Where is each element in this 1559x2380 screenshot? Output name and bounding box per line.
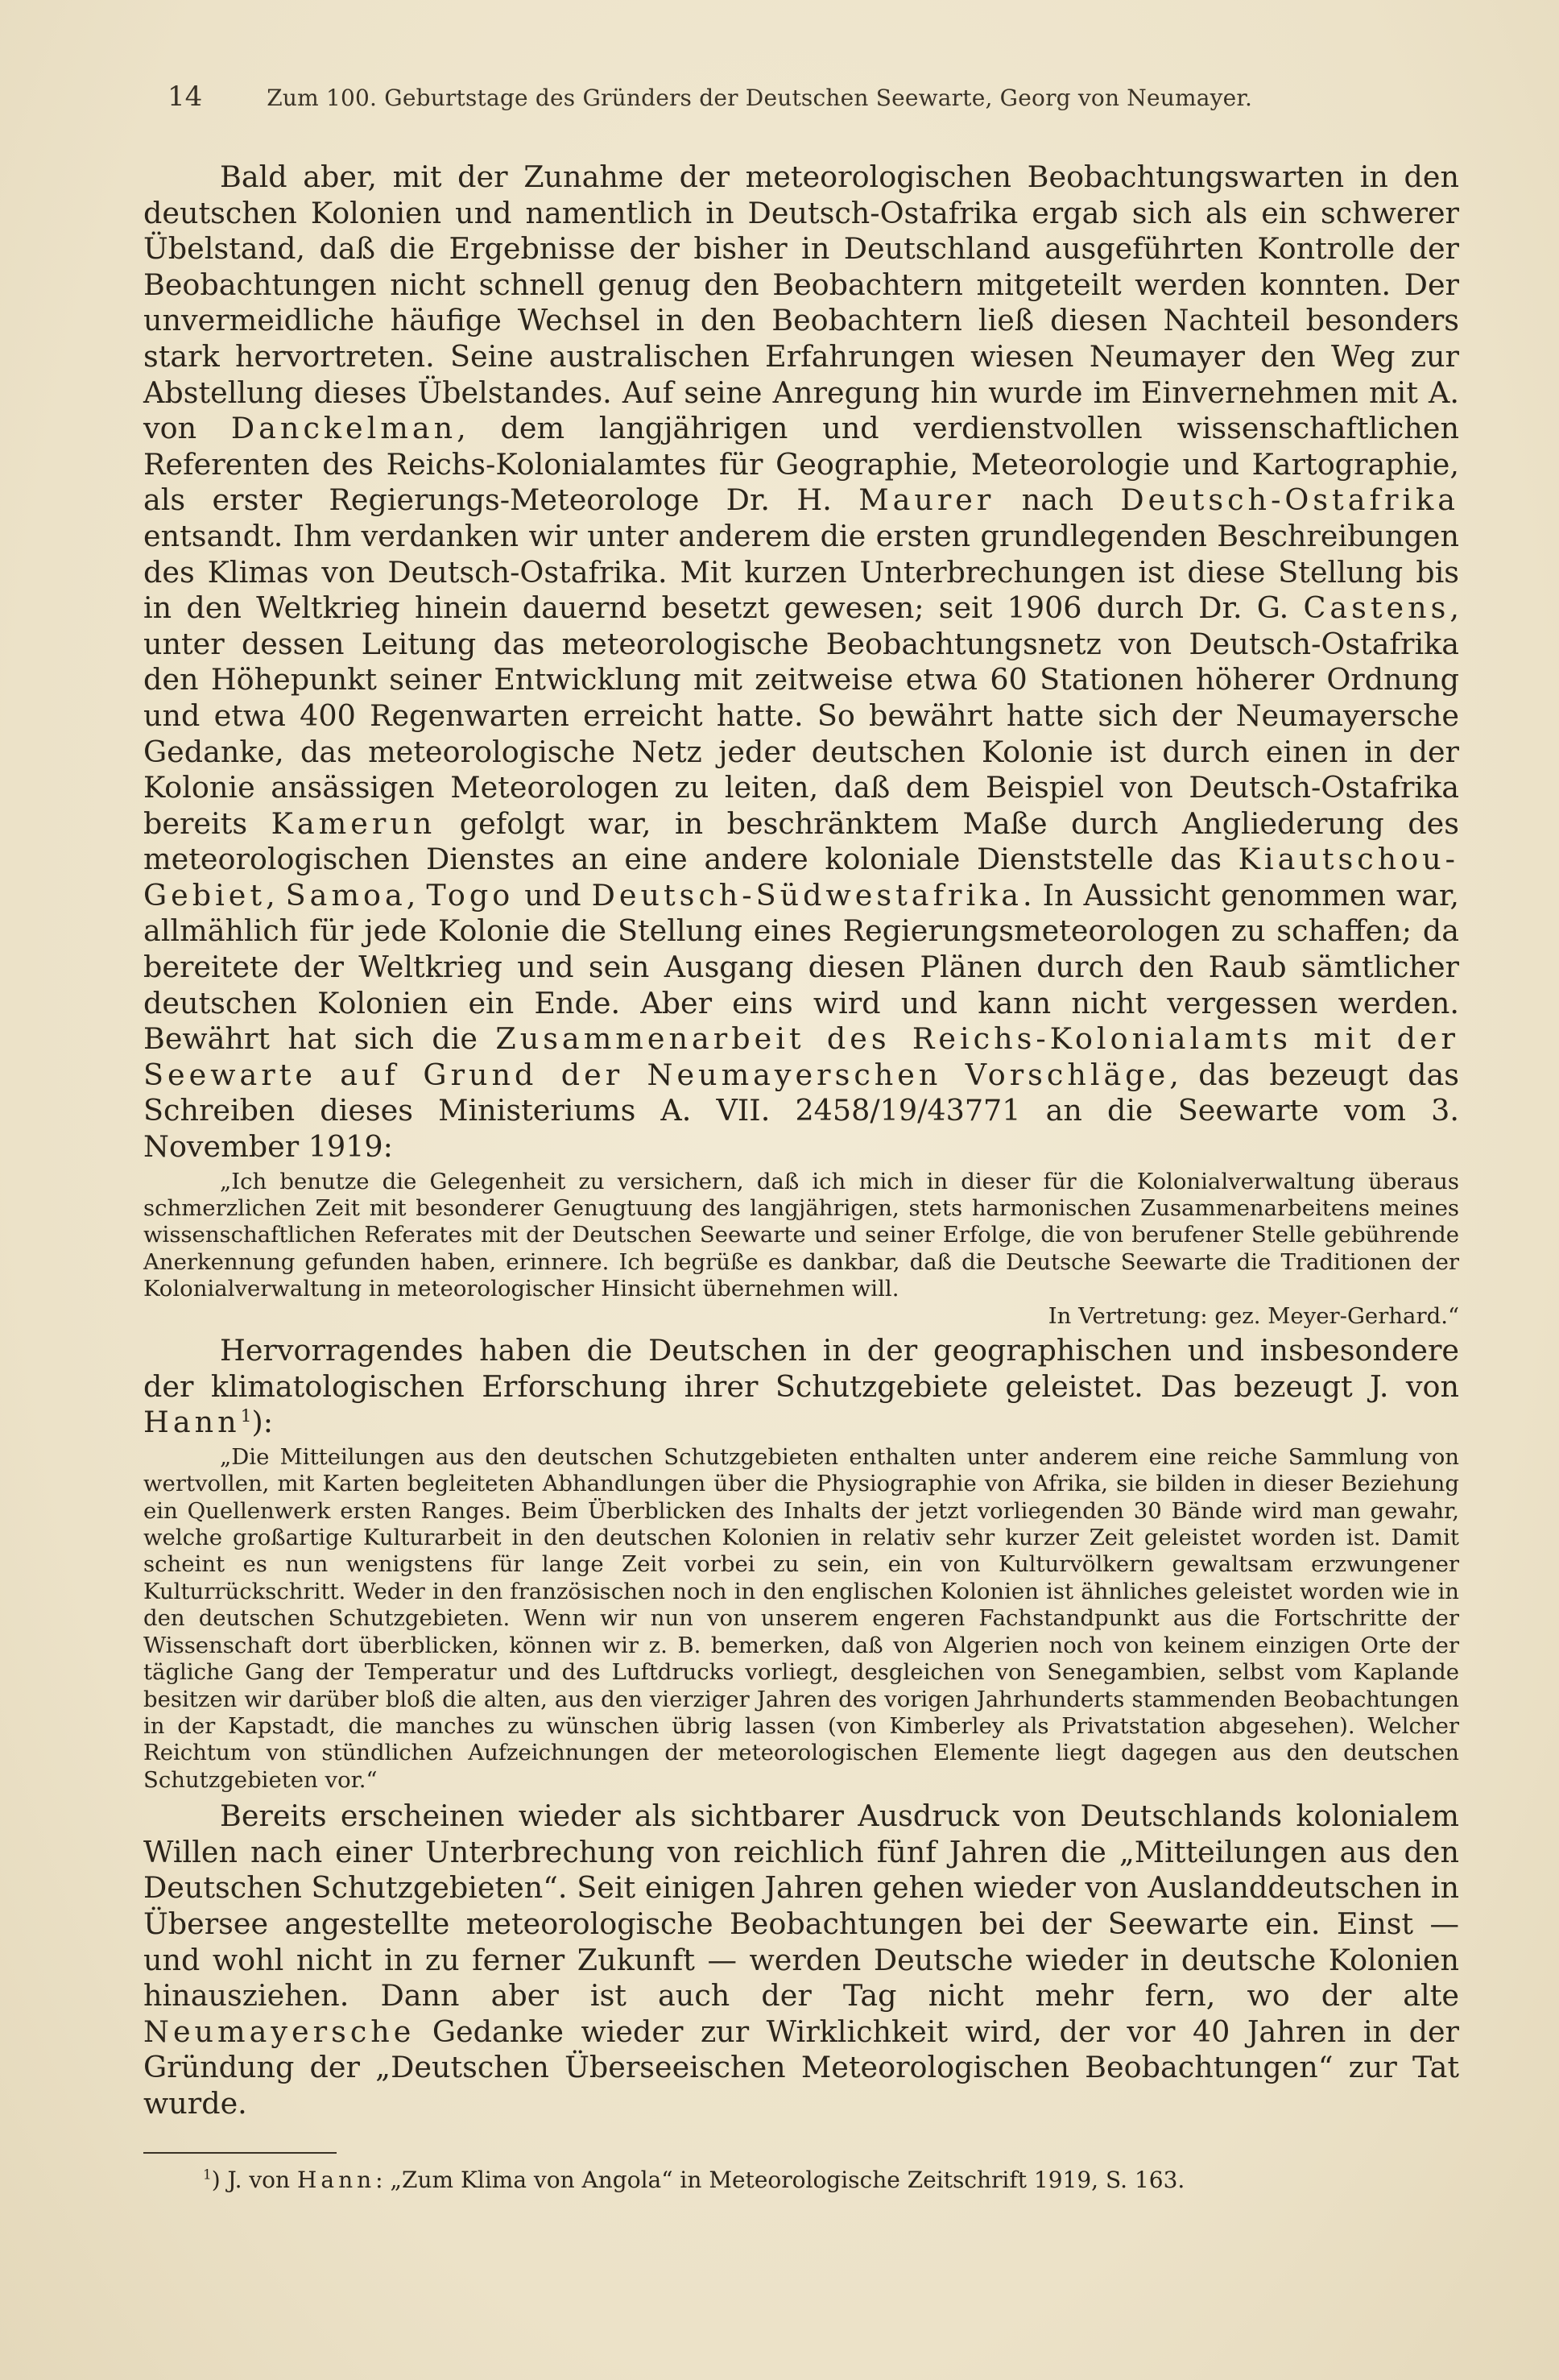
name-castens: Castens (1303, 590, 1450, 626)
page-number: 14 (167, 81, 203, 113)
place-togo: Togo (426, 877, 515, 913)
place-samoa: Samoa (285, 877, 407, 913)
footnote-marker: 1 (203, 2167, 212, 2183)
paragraph-1-text: und (514, 877, 592, 913)
paragraph-1 (143, 159, 1459, 1165)
paragraph-1-text: Bald aber, mit der Zunahme der meteorologischen Beobachtungswarten in den deutschen Kolonien und namentlich in Deutsch-Ostafrika ergab sich als ein schwerer Übelstand, daß die Ergebnisse der bisher in Deutschland ausgeführten Kontrolle der Beobachtungen nicht schnell genug den Beobachtern mitgeteilt werden konnten. Der unvermeidliche häufige Wechsel in den Beobachtern ließ diesen Nachteil besonders stark hervortreten. Seine australischen Erfahrungen wiesen Neumayer den Weg zur Abstellung dieses Übelstandes. Auf seine Anregung hin wurde im Einvernehmen mit A. von (143, 159, 1459, 446)
paragraph-1-text: , unter dessen Leitung das meteorologische Beobachtungsnetz von Deutsch-Ostafrika den Höhepunkt seiner Entwicklung mit zeitweise etwa 60 Stationen höherer Ordnung und etwa 400 Regenwarten erreicht hatte. So bewährt hatte sich der Neumayersche Gedanke, das meteorologische Netz jeder deutschen Kolonie ist durch einen in der Kolonie ansässigen Meteorologen zu leiten, daß dem Beispiel von Deutsch-Ostafrika bereits (143, 590, 1459, 841)
paragraph-3-text: Bereits erscheinen wieder als sichtbarer Ausdruck von Deutschlands kolonialem Willen nach einer Unterbrechung von reichlich fünf Jahren die „Mitteilungen aus den Deutschen Schutzgebieten“. Seit einigen Jahren gehen wieder von Auslanddeutschen in Übersee angestellte meteorologische Beobachtungen bei der Seewarte ein. Einst — und wohl nicht in zu ferner Zukunft — werden Deutsche wieder in deutsche Kolonien hinausziehen. Dann aber ist auch der Tag nicht mehr fern, wo der alte (143, 1798, 1459, 2014)
footnote-reference: 1 (240, 1406, 252, 1427)
paragraph-3-text: Gedanke wieder zur Wirklichkeit wird, der vor 40 Jahren in der Gründung der „Deutschen Überseeischen Meteorologischen Beobachtungen“ zur Tat wurde. (143, 2014, 1459, 2121)
paragraph-1-text: entsandt. Ihm verdanken wir unter anderem die ersten grundlegenden Beschreibungen des Klimas von Deutsch-Ostafrika. Mit kurzen Unterbrechungen ist diese Stellung bis in den Weltkrieg hinein dauernd besetzt gewesen; seit 1906 durch Dr. G. (143, 518, 1459, 626)
place-deutsch-suedwestafrika: Deutsch-Südwestafrika (591, 877, 1023, 913)
paragraph-3 (143, 1798, 1459, 2121)
paragraph-1-text: gefolgt war, in beschränktem Maße durch Angliederung des meteorologischen Dienstes an eine andere koloniale Dienststelle das (143, 805, 1459, 877)
footnote-text: ) J. von (211, 2167, 297, 2194)
paragraph-1-text: , das bezeugt das Schreiben dieses Ministeriums A. VII. 2458/19/43771 an die Seewarte vom 3. November 1919: (143, 1057, 1459, 1165)
body-text (143, 159, 1459, 2121)
place-kamerun: Kamerun (271, 805, 436, 841)
quote-1-text: „Ich benutze die Gelegenheit zu versichern, daß ich mich in dieser für die Kolonialverwaltung überaus schmerzlichen Zeit mit besonderer Genugtuung des langjährigen, stets harmonischen Zusammenarbeitens meines wissenschaftlichen Referates mit der Deutschen Seewarte und seiner Erfolge, die von berufener Stelle gebührende Anerkennung gefunden haben, erinnere. Ich begrüße es dankbar, daß die Deutsche Seewarte die Traditionen der Kolonialverwaltung in meteorologischer Hinsicht übernehmen will. (143, 1168, 1459, 1302)
footnote (143, 2167, 1459, 2194)
quote-1-signature: In Vertretung: gez. Meyer-Gerhard.“ (1048, 1302, 1459, 1329)
emphasis-zusammenarbeit: Zusammenarbeit des Reichs-Kolonialamts mit der Seewarte auf Grund der Neumayerschen Vorschläge (143, 1021, 1460, 1092)
name-hann: Hann (143, 1405, 241, 1440)
paragraph-1-text: , (406, 877, 427, 913)
footnote-name-hann: Hann (296, 2167, 376, 2194)
paragraph-1-text: , dem langjährigen und verdienstvollen wissenschaftlichen Referenten des Reichs-Kolonialamtes für Geographie, Meteorologie und Kartographie, als erster Regierungs-Meteorologe Dr. H. (143, 411, 1459, 518)
running-title: Zum 100. Geburtstage des Gründers der Deutschen Seewarte, Georg von Neumayer. (267, 85, 1253, 111)
name-maurer: Maurer (858, 482, 995, 518)
place-kiautschou: Kiautschou-Gebiet (143, 842, 1459, 913)
quote-2-text: „Die Mitteilungen aus den deutschen Schutzgebieten enthalten unter anderem eine reiche Sammlung von wertvollen, mit Karten begleiteten Abhandlungen über die Physiographie von Afrika, sie bilden in dieser Beziehung ein Quellenwerk ersten Ranges. Beim Überblicken des Inhalts der jetzt vorliegenden 30 Bände wird man gewahr, welche großartige Kulturarbeit in den deutschen Kolonien in relativ sehr kurzer Zeit geleistet worden ist. Damit scheint es nun wenigstens für lange Zeit vorbei zu sein, ein von Kulturvölkern gewaltsam erzwungener Kulturrückschritt. Weder in den französischen noch in den englischen Kolonien ist ähnliches geleistet worden wie in den deutschen Schutzgebieten. Wenn wir nun von unserem engeren Fachstandpunkt aus die Fortschritte der Wissenschaft dort überblicken, können wir z. B. bemerken, daß von Algerien noch von keinem einzigen Orte der tägliche Gang der Temperatur und des Luftdrucks vorliegt, desgleichen von Senegambien, selbst vom Kaplande besitzen wir darüber bloß die alten, aus den vierziger Jahren des vorigen Jahrhunderts stammenden Beobachtungen in der Kapstadt, die manches zu wünschen übrig lassen (von Kimberley als Privatstation abgesehen). Welcher Reichtum von stündlichen Aufzeichnungen der meteorologischen Elemente liegt dagegen aus den deutschen Schutzgebieten vor.“ (143, 1443, 1459, 1793)
paragraph-2 (143, 1333, 1459, 1441)
paragraph-2-text: ): (251, 1405, 274, 1440)
footnote-divider (143, 2152, 337, 2154)
footnote-text: : „Zum Klima von Angola“ in Meteorologische Zeitschrift 1919, S. 163. (375, 2167, 1185, 2194)
paragraph-1-text: , (266, 877, 286, 913)
name-danckelman: Danckelman (230, 411, 457, 446)
name-neumayersche: Neumayersche (143, 2014, 416, 2049)
place-deutsch-ostafrika: Deutsch-Ostafrika (1120, 482, 1459, 518)
paragraph-1-text: nach (995, 482, 1121, 518)
paragraph-1-text: . In Aussicht genommen war, allmählich für jede Kolonie die Stellung eines Regierungsmeteorologen zu schaffen; da bereitete der Weltkrieg und sein Ausgang diesen Plänen durch den Raub sämtlicher deutschen Kolonien ein Ende. Aber eins wird und kann nicht vergessen werden. Bewährt hat sich die (143, 877, 1459, 1057)
quote-hann (143, 1444, 1459, 1794)
quote-1-signature-line (143, 1303, 1459, 1330)
paragraph-2-text: Hervorragendes haben die Deutschen in der geographischen und insbesondere der klimatologischen Erforschung ihrer Schutzgebiete geleistet. Das bezeugt J. von (143, 1333, 1459, 1404)
quote-ministry-letter (143, 1169, 1459, 1330)
running-head (167, 81, 1459, 113)
